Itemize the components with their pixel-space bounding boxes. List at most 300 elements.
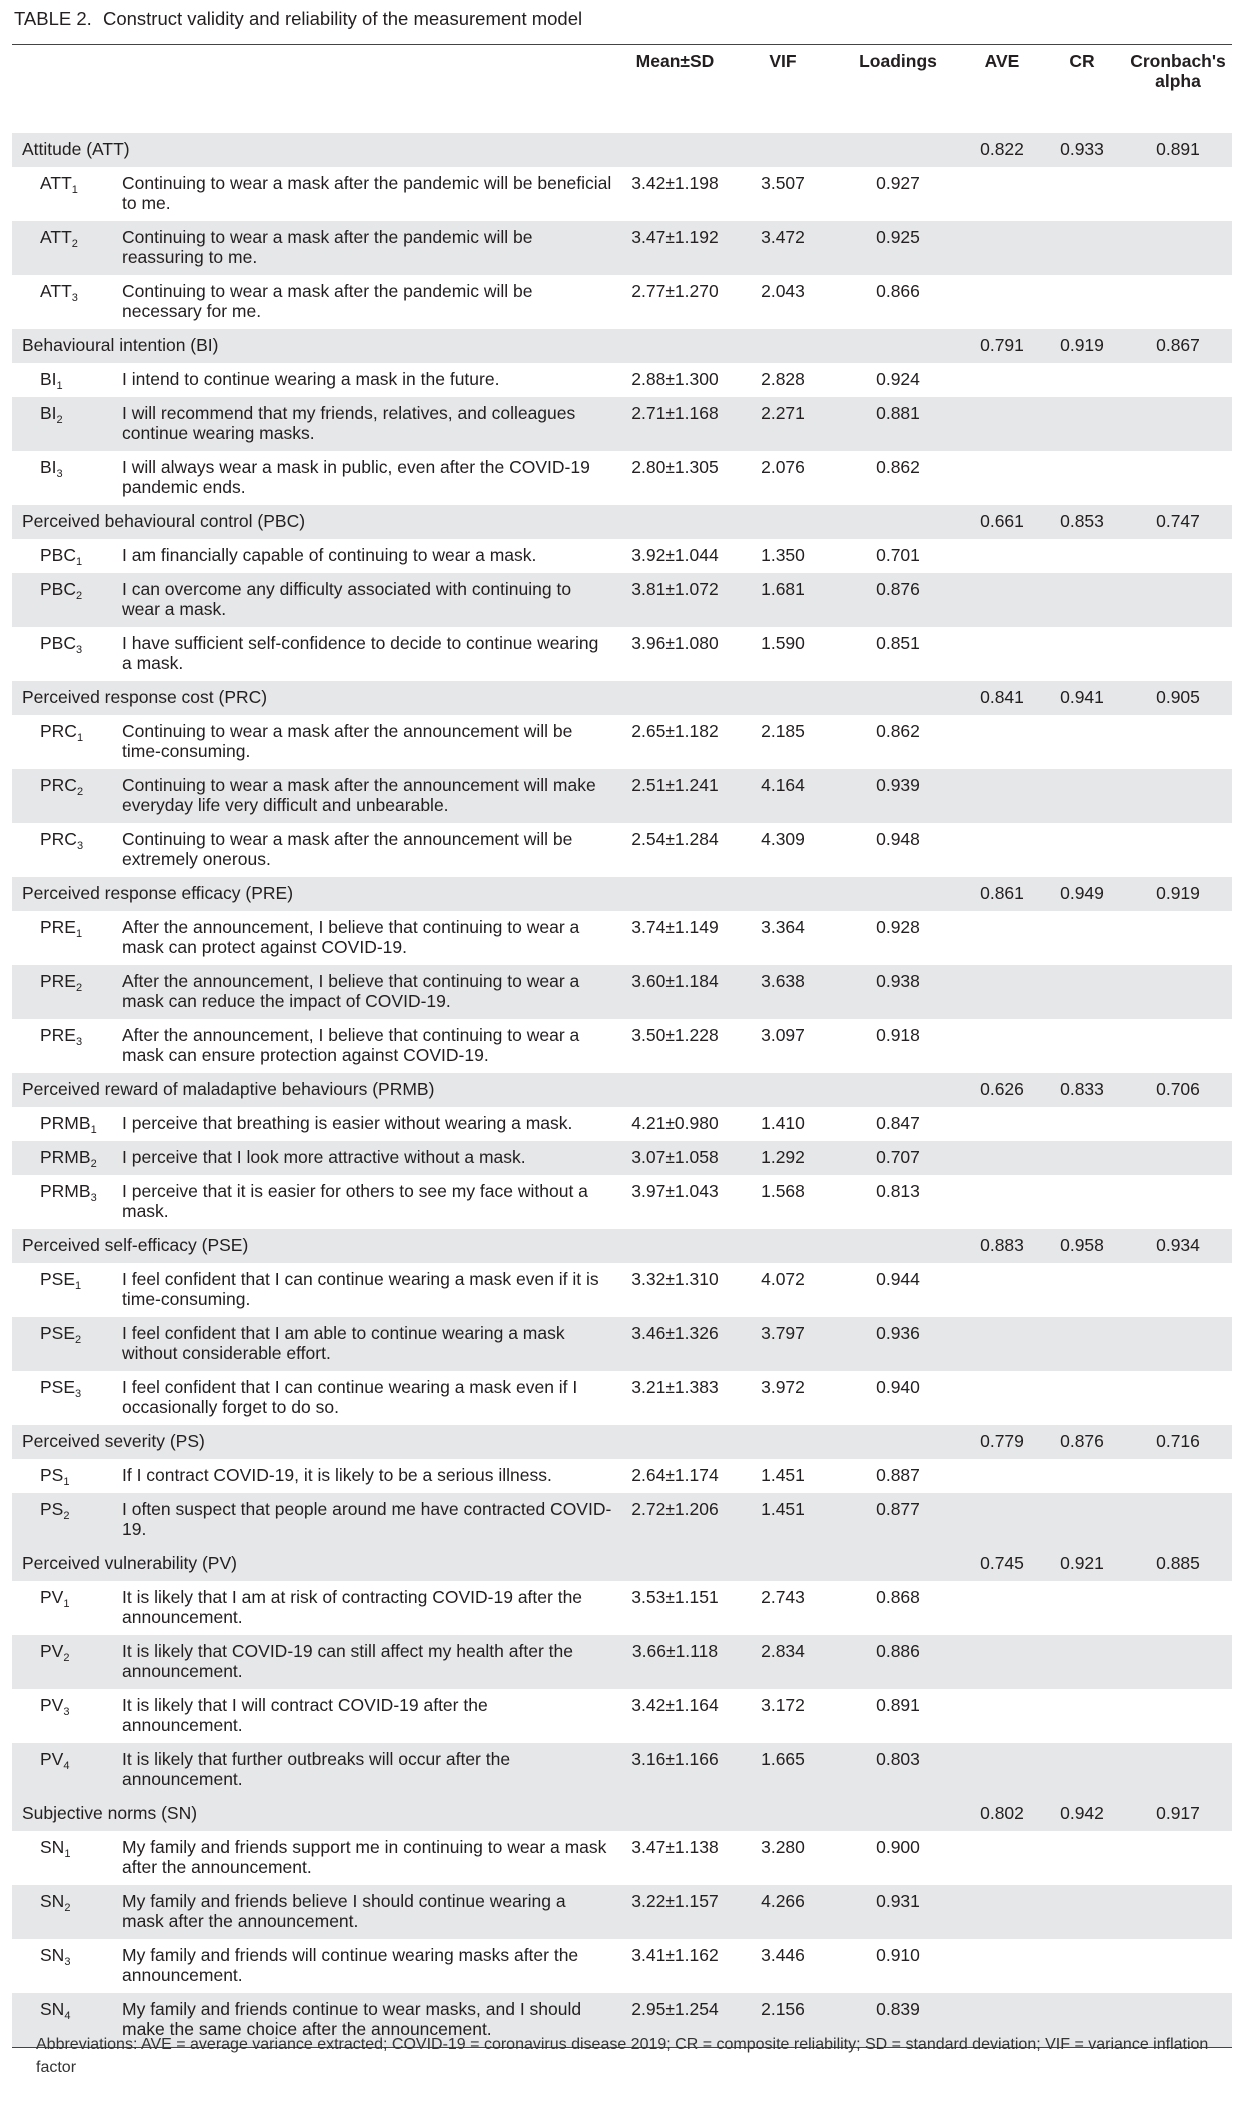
header-ave: AVE <box>984 51 1020 71</box>
loading-value: 0.936 <box>876 1323 920 1343</box>
item-code-letters: PRE <box>40 917 76 937</box>
construct-row <box>12 877 1232 911</box>
item-statement: Continuing to wear a mask after the pandemic will be necessary for me. <box>122 281 533 321</box>
construct-row <box>12 1797 1232 1831</box>
loading-value: 0.927 <box>876 173 920 193</box>
measurement-model-table <box>12 44 1232 2048</box>
item-code <box>40 917 82 944</box>
header-cronbachs-alpha: Cronbach's alpha <box>1130 51 1226 91</box>
loading-value: 0.877 <box>876 1499 920 1519</box>
item-statement: I have sufficient self-confidence to decide to continue wearing a mask. <box>122 633 599 673</box>
item-row <box>12 1635 1232 1689</box>
item-statement: Continuing to wear a mask after the announcement will be extremely onerous. <box>122 829 573 869</box>
loading-value: 0.868 <box>876 1587 920 1607</box>
item-code <box>40 775 83 802</box>
item-code <box>40 1377 81 1404</box>
table-body <box>12 133 1232 2047</box>
item-statement: Continuing to wear a mask after the pandemic will be beneficial to me. <box>122 173 612 213</box>
item-code-index: 3 <box>90 1192 97 1204</box>
item-row <box>12 1107 1232 1141</box>
item-row <box>12 715 1232 769</box>
ave-value: 0.841 <box>980 687 1024 707</box>
construct-label: Subjective norms (SN) <box>22 1803 198 1823</box>
item-code-letters: ATT <box>40 281 72 301</box>
item-code <box>40 829 83 856</box>
vif-value: 1.590 <box>761 633 805 653</box>
mean-sd-value: 3.32±1.310 <box>631 1269 719 1289</box>
mean-sd-value: 3.46±1.326 <box>631 1323 719 1343</box>
mean-sd-value: 3.47±1.138 <box>631 1837 719 1857</box>
item-row <box>12 1493 1232 1547</box>
construct-row <box>12 1425 1232 1459</box>
item-code-letters: PV <box>40 1695 64 1715</box>
ave-value: 0.626 <box>980 1079 1024 1099</box>
mean-sd-value: 3.53±1.151 <box>631 1587 719 1607</box>
loading-value: 0.891 <box>876 1695 920 1715</box>
mean-sd-value: 3.16±1.166 <box>631 1749 719 1769</box>
loading-value: 0.948 <box>876 829 920 849</box>
item-statement: My family and friends continue to wear masks, and I should make the same choice after the announcement. <box>122 1999 582 2039</box>
table-caption <box>14 8 582 30</box>
item-code <box>40 1269 81 1296</box>
item-code <box>40 457 63 484</box>
item-row <box>12 823 1232 877</box>
item-code <box>40 721 83 748</box>
item-code-index: 3 <box>76 840 84 852</box>
loading-value: 0.862 <box>876 457 920 477</box>
loading-value: 0.918 <box>876 1025 920 1045</box>
vif-value: 1.350 <box>761 545 805 565</box>
item-row <box>12 911 1232 965</box>
construct-label: Perceived behavioural control (PBC) <box>22 511 306 531</box>
cronbachs-alpha-value: 0.891 <box>1156 139 1200 159</box>
item-code-index: 1 <box>90 1124 97 1136</box>
loading-value: 0.940 <box>876 1377 920 1397</box>
item-row <box>12 275 1232 329</box>
item-statement: I perceive that I look more attractive without a mask. <box>122 1147 526 1167</box>
ave-value: 0.791 <box>980 335 1024 355</box>
item-row <box>12 1885 1232 1939</box>
item-code <box>40 281 78 308</box>
item-code-index: 2 <box>56 414 63 426</box>
item-code-index: 3 <box>56 468 63 480</box>
mean-sd-value: 3.07±1.058 <box>631 1147 719 1167</box>
vif-value: 2.271 <box>761 403 805 423</box>
item-code <box>40 173 78 200</box>
item-code-letters: PRMB <box>40 1147 91 1167</box>
item-code-letters: SN <box>40 1891 65 1911</box>
item-code <box>40 1025 82 1052</box>
header-loadings: Loadings <box>859 51 937 71</box>
loading-value: 0.851 <box>876 633 920 653</box>
item-row <box>12 1141 1232 1175</box>
item-code <box>40 1181 97 1208</box>
mean-sd-value: 2.54±1.284 <box>631 829 719 849</box>
construct-label: Perceived self-efficacy (PSE) <box>22 1235 249 1255</box>
item-statement: It is likely that COVID-19 can still affect my health after the announcement. <box>122 1641 573 1681</box>
item-code <box>40 369 63 396</box>
item-code-index: 1 <box>64 1848 71 1860</box>
item-statement: If I contract COVID-19, it is likely to be a serious illness. <box>122 1465 552 1485</box>
vif-value: 3.638 <box>761 971 805 991</box>
item-row <box>12 397 1232 451</box>
item-row <box>12 1459 1232 1493</box>
mean-sd-value: 2.65±1.182 <box>631 721 719 741</box>
header-cr: CR <box>1069 51 1095 71</box>
vif-value: 1.451 <box>761 1499 805 1519</box>
item-statement: My family and friends will continue wearing masks after the announcement. <box>122 1945 579 1985</box>
cr-value: 0.949 <box>1060 883 1104 903</box>
loading-value: 0.866 <box>876 281 920 301</box>
item-statement: I feel confident that I can continue wearing a mask even if it is time-consuming. <box>122 1269 599 1309</box>
loading-value: 0.813 <box>876 1181 920 1201</box>
item-row <box>12 539 1232 573</box>
cronbachs-alpha-value: 0.917 <box>1156 1803 1200 1823</box>
cronbachs-alpha-value: 0.934 <box>1156 1235 1200 1255</box>
mean-sd-value: 3.22±1.157 <box>631 1891 719 1911</box>
item-code <box>40 1323 81 1350</box>
item-code-index: 2 <box>75 982 83 994</box>
mean-sd-value: 3.96±1.080 <box>631 633 719 653</box>
vif-value: 3.797 <box>761 1323 805 1343</box>
item-code-index: 1 <box>63 1598 70 1610</box>
item-statement: It is likely that further outbreaks will occur after the announcement. <box>122 1749 511 1789</box>
item-code-index: 3 <box>71 292 78 304</box>
item-code-letters: SN <box>40 1837 65 1857</box>
item-code <box>40 227 78 254</box>
item-row <box>12 1831 1232 1885</box>
mean-sd-value: 4.21±0.980 <box>631 1113 719 1133</box>
item-code-letters: PBC <box>40 545 76 565</box>
ave-value: 0.661 <box>980 511 1024 531</box>
table-title: Construct validity and reliability of the measurement model <box>102 8 583 29</box>
item-code-letters: PBC <box>40 579 76 599</box>
table-header-row <box>12 45 1232 133</box>
loading-value: 0.928 <box>876 917 920 937</box>
item-statement: I am financially capable of continuing to wear a mask. <box>122 545 537 565</box>
item-statement: Continuing to wear a mask after the announcement will be time-consuming. <box>122 721 573 761</box>
item-statement: I will always wear a mask in public, even after the COVID-19 pandemic ends. <box>122 457 590 497</box>
cr-value: 0.942 <box>1060 1803 1104 1823</box>
vif-value: 4.266 <box>761 1891 805 1911</box>
item-code-letters: PRMB <box>40 1181 91 1201</box>
construct-row <box>12 1229 1232 1263</box>
item-row <box>12 1689 1232 1743</box>
item-code-index: 3 <box>64 1956 71 1968</box>
item-code <box>40 1113 97 1140</box>
item-code-index: 2 <box>63 1652 70 1664</box>
mean-sd-value: 3.97±1.043 <box>631 1181 719 1201</box>
mean-sd-value: 2.77±1.270 <box>631 281 719 301</box>
vif-value: 2.156 <box>761 1999 805 2019</box>
item-statement: I perceive that it is easier for others to see my face without a mask. <box>122 1181 588 1221</box>
item-row <box>12 167 1232 221</box>
item-statement: After the announcement, I believe that continuing to wear a mask can protect against COVID-19. <box>122 917 580 957</box>
loading-value: 0.839 <box>876 1999 920 2019</box>
item-code-letters: ATT <box>40 173 72 193</box>
mean-sd-value: 3.50±1.228 <box>631 1025 719 1045</box>
cr-value: 0.958 <box>1060 1235 1104 1255</box>
cr-value: 0.876 <box>1060 1431 1104 1451</box>
item-code-letters: PBC <box>40 633 76 653</box>
construct-row <box>12 681 1232 715</box>
mean-sd-value: 2.88±1.300 <box>631 369 719 389</box>
vif-value: 2.185 <box>761 721 805 741</box>
item-statement: I feel confident that I can continue wearing a mask even if I occasionally forget to do so. <box>122 1377 578 1417</box>
item-statement: I can overcome any difficulty associated with continuing to wear a mask. <box>122 579 572 619</box>
item-code <box>40 1147 97 1174</box>
item-code-index: 2 <box>76 786 84 798</box>
mean-sd-value: 3.66±1.118 <box>631 1641 719 1661</box>
mean-sd-value: 3.42±1.164 <box>631 1695 719 1715</box>
item-code-index: 2 <box>90 1158 97 1170</box>
loading-value: 0.939 <box>876 775 920 795</box>
item-code-index: 4 <box>63 1760 70 1772</box>
mean-sd-value: 3.21±1.383 <box>631 1377 719 1397</box>
cr-value: 0.921 <box>1060 1553 1104 1573</box>
loading-value: 0.862 <box>876 721 920 741</box>
vif-value: 3.364 <box>761 917 805 937</box>
construct-row <box>12 1073 1232 1107</box>
item-code <box>40 579 82 606</box>
item-code-letters: BI <box>40 403 57 423</box>
item-row <box>12 363 1232 397</box>
item-row <box>12 451 1232 505</box>
item-code-index: 1 <box>63 1476 70 1488</box>
mean-sd-value: 2.51±1.241 <box>631 775 719 795</box>
item-code-letters: PRE <box>40 971 76 991</box>
item-code <box>40 971 82 998</box>
ave-value: 0.822 <box>980 139 1024 159</box>
loading-value: 0.887 <box>876 1465 920 1485</box>
item-row <box>12 1019 1232 1073</box>
item-code-index: 2 <box>75 590 83 602</box>
item-code-index: 2 <box>71 238 78 250</box>
vif-value: 1.451 <box>761 1465 805 1485</box>
vif-value: 1.292 <box>761 1147 805 1167</box>
construct-row <box>12 505 1232 539</box>
cr-value: 0.833 <box>1060 1079 1104 1099</box>
mean-sd-value: 3.41±1.162 <box>631 1945 719 1965</box>
item-statement: I perceive that breathing is easier without wearing a mask. <box>122 1113 573 1133</box>
item-code-letters: PRC <box>40 721 77 741</box>
item-row <box>12 1939 1232 1993</box>
construct-label: Perceived reward of maladaptive behaviours (PRMB) <box>22 1079 435 1099</box>
vif-value: 1.665 <box>761 1749 805 1769</box>
item-code <box>40 1641 69 1668</box>
item-code <box>40 1999 70 2026</box>
loading-value: 0.876 <box>876 579 920 599</box>
item-statement: Continuing to wear a mask after the pandemic will be reassuring to me. <box>122 227 533 267</box>
item-code-index: 3 <box>75 1036 83 1048</box>
mean-sd-value: 2.71±1.168 <box>631 403 719 423</box>
header-vif: VIF <box>769 51 797 71</box>
item-code <box>40 1587 69 1614</box>
mean-sd-value: 3.42±1.198 <box>631 173 719 193</box>
construct-label: Perceived response efficacy (PRE) <box>22 883 294 903</box>
item-code-index: 1 <box>76 732 84 744</box>
mean-sd-value: 3.81±1.072 <box>631 579 719 599</box>
item-row <box>12 1581 1232 1635</box>
item-row <box>12 1175 1232 1229</box>
item-code-index: 3 <box>75 1388 82 1400</box>
loading-value: 0.803 <box>876 1749 920 1769</box>
item-code-index: 2 <box>64 1902 71 1914</box>
item-statement: After the announcement, I believe that continuing to wear a mask can ensure protection against COVID-19. <box>122 1025 580 1065</box>
item-code-letters: SN <box>40 1999 65 2019</box>
vif-value: 1.681 <box>761 579 805 599</box>
item-code-letters: PSE <box>40 1323 76 1343</box>
item-code-letters: PRE <box>40 1025 76 1045</box>
item-code-letters: PRMB <box>40 1113 91 1133</box>
cr-value: 0.853 <box>1060 511 1104 531</box>
cronbachs-alpha-value: 0.885 <box>1156 1553 1200 1573</box>
item-statement: My family and friends believe I should continue wearing a mask after the announcement. <box>122 1891 566 1931</box>
construct-label: Perceived severity (PS) <box>22 1431 205 1451</box>
vif-value: 1.568 <box>761 1181 805 1201</box>
loading-value: 0.701 <box>876 545 920 565</box>
item-row <box>12 769 1232 823</box>
item-code <box>40 545 82 572</box>
mean-sd-value: 2.72±1.206 <box>631 1499 719 1519</box>
loading-value: 0.847 <box>876 1113 920 1133</box>
item-statement: My family and friends support me in continuing to wear a mask after the announcement. <box>122 1837 607 1877</box>
item-code-index: 1 <box>71 184 78 196</box>
loading-value: 0.900 <box>876 1837 920 1857</box>
item-code-index: 3 <box>75 644 83 656</box>
item-code-index: 2 <box>63 1510 70 1522</box>
ave-value: 0.779 <box>980 1431 1024 1451</box>
loading-value: 0.924 <box>876 369 920 389</box>
item-statement: I intend to continue wearing a mask in the future. <box>122 369 500 389</box>
vif-value: 3.972 <box>761 1377 805 1397</box>
vif-value: 2.834 <box>761 1641 805 1661</box>
cronbachs-alpha-value: 0.919 <box>1156 883 1200 903</box>
item-code <box>40 1499 69 1526</box>
construct-label: Behavioural intention (BI) <box>22 335 219 355</box>
mean-sd-value: 3.74±1.149 <box>631 917 719 937</box>
cronbachs-alpha-value: 0.706 <box>1156 1079 1200 1099</box>
mean-sd-value: 2.80±1.305 <box>631 457 719 477</box>
ave-value: 0.745 <box>980 1553 1024 1573</box>
mean-sd-value: 3.60±1.184 <box>631 971 719 991</box>
loading-value: 0.931 <box>876 1891 920 1911</box>
item-code-letters: PSE <box>40 1377 76 1397</box>
table-footnote: Abbreviations: AVE = average variance extracted; COVID-19 = coronavirus disease 2019; CR = composite reliability; SD = standard deviation; VIF = variance inflation factor <box>36 2036 1209 2076</box>
item-code <box>40 1465 69 1492</box>
item-code-index: 3 <box>63 1706 70 1718</box>
vif-value: 3.097 <box>761 1025 805 1045</box>
item-statement: It is likely that I will contract COVID-19 after the announcement. <box>122 1695 488 1735</box>
vif-value: 1.410 <box>761 1113 805 1133</box>
vif-value: 4.164 <box>761 775 805 795</box>
loading-value: 0.938 <box>876 971 920 991</box>
item-code <box>40 1945 70 1972</box>
item-row <box>12 1263 1232 1317</box>
item-statement: I feel confident that I am able to continue wearing a mask without considerable effort. <box>122 1323 565 1363</box>
item-row <box>12 965 1232 1019</box>
construct-label: Attitude (ATT) <box>22 139 130 159</box>
construct-row <box>12 329 1232 363</box>
item-code-index: 1 <box>75 928 83 940</box>
item-code <box>40 1891 70 1918</box>
vif-value: 2.828 <box>761 369 805 389</box>
item-statement: Continuing to wear a mask after the announcement will make everyday life very difficult and unbearable. <box>122 775 596 815</box>
item-statement: It is likely that I am at risk of contracting COVID-19 after the announcement. <box>122 1587 583 1627</box>
vif-value: 2.043 <box>761 281 805 301</box>
item-statement: I will recommend that my friends, relatives, and colleagues continue wearing masks. <box>122 403 576 443</box>
mean-sd-value: 3.92±1.044 <box>631 545 719 565</box>
vif-value: 4.072 <box>761 1269 805 1289</box>
mean-sd-value: 2.64±1.174 <box>631 1465 719 1485</box>
item-code-letters: BI <box>40 457 57 477</box>
loading-value: 0.881 <box>876 403 920 423</box>
loading-value: 0.910 <box>876 1945 920 1965</box>
item-code-index: 1 <box>75 1280 82 1292</box>
item-row <box>12 573 1232 627</box>
cronbachs-alpha-value: 0.716 <box>1156 1431 1200 1451</box>
item-code-letters: PS <box>40 1465 64 1485</box>
item-row <box>12 1371 1232 1425</box>
item-code-letters: SN <box>40 1945 65 1965</box>
construct-label: Perceived response cost (PRC) <box>22 687 268 707</box>
vif-value: 3.507 <box>761 173 805 193</box>
vif-value: 3.172 <box>761 1695 805 1715</box>
item-row <box>12 1317 1232 1371</box>
header-mean-sd: Mean±SD <box>635 51 715 71</box>
item-code-letters: ATT <box>40 227 72 247</box>
loading-value: 0.944 <box>876 1269 920 1289</box>
ave-value: 0.883 <box>980 1235 1024 1255</box>
item-code-letters: PSE <box>40 1269 76 1289</box>
vif-value: 3.280 <box>761 1837 805 1857</box>
cronbachs-alpha-value: 0.905 <box>1156 687 1200 707</box>
item-code <box>40 633 82 660</box>
item-code-index: 1 <box>56 380 63 392</box>
item-code-index: 2 <box>75 1334 82 1346</box>
item-code-letters: PV <box>40 1641 64 1661</box>
item-code-letters: PV <box>40 1749 64 1769</box>
ave-value: 0.861 <box>980 883 1024 903</box>
item-code <box>40 1695 69 1722</box>
item-row <box>12 1743 1232 1797</box>
item-statement: After the announcement, I believe that continuing to wear a mask can reduce the impact of COVID-19. <box>122 971 580 1011</box>
cr-value: 0.919 <box>1060 335 1104 355</box>
item-code-letters: PS <box>40 1499 64 1519</box>
item-row <box>12 627 1232 681</box>
cr-value: 0.933 <box>1060 139 1104 159</box>
mean-sd-value: 2.95±1.254 <box>631 1999 719 2019</box>
ave-value: 0.802 <box>980 1803 1024 1823</box>
vif-value: 2.743 <box>761 1587 805 1607</box>
item-statement: I often suspect that people around me have contracted COVID-19. <box>122 1499 612 1539</box>
item-code-index: 1 <box>75 556 83 568</box>
item-code-letters: PRC <box>40 775 77 795</box>
item-code-letters: BI <box>40 369 57 389</box>
item-code <box>40 1749 69 1776</box>
loading-value: 0.925 <box>876 227 920 247</box>
item-code-letters: PV <box>40 1587 64 1607</box>
item-code-letters: PRC <box>40 829 77 849</box>
vif-value: 3.446 <box>761 1945 805 1965</box>
vif-value: 3.472 <box>761 227 805 247</box>
cronbachs-alpha-value: 0.747 <box>1156 511 1200 531</box>
mean-sd-value: 3.47±1.192 <box>631 227 719 247</box>
vif-value: 2.076 <box>761 457 805 477</box>
loading-value: 0.886 <box>876 1641 920 1661</box>
item-code <box>40 403 63 430</box>
construct-row <box>12 1547 1232 1581</box>
